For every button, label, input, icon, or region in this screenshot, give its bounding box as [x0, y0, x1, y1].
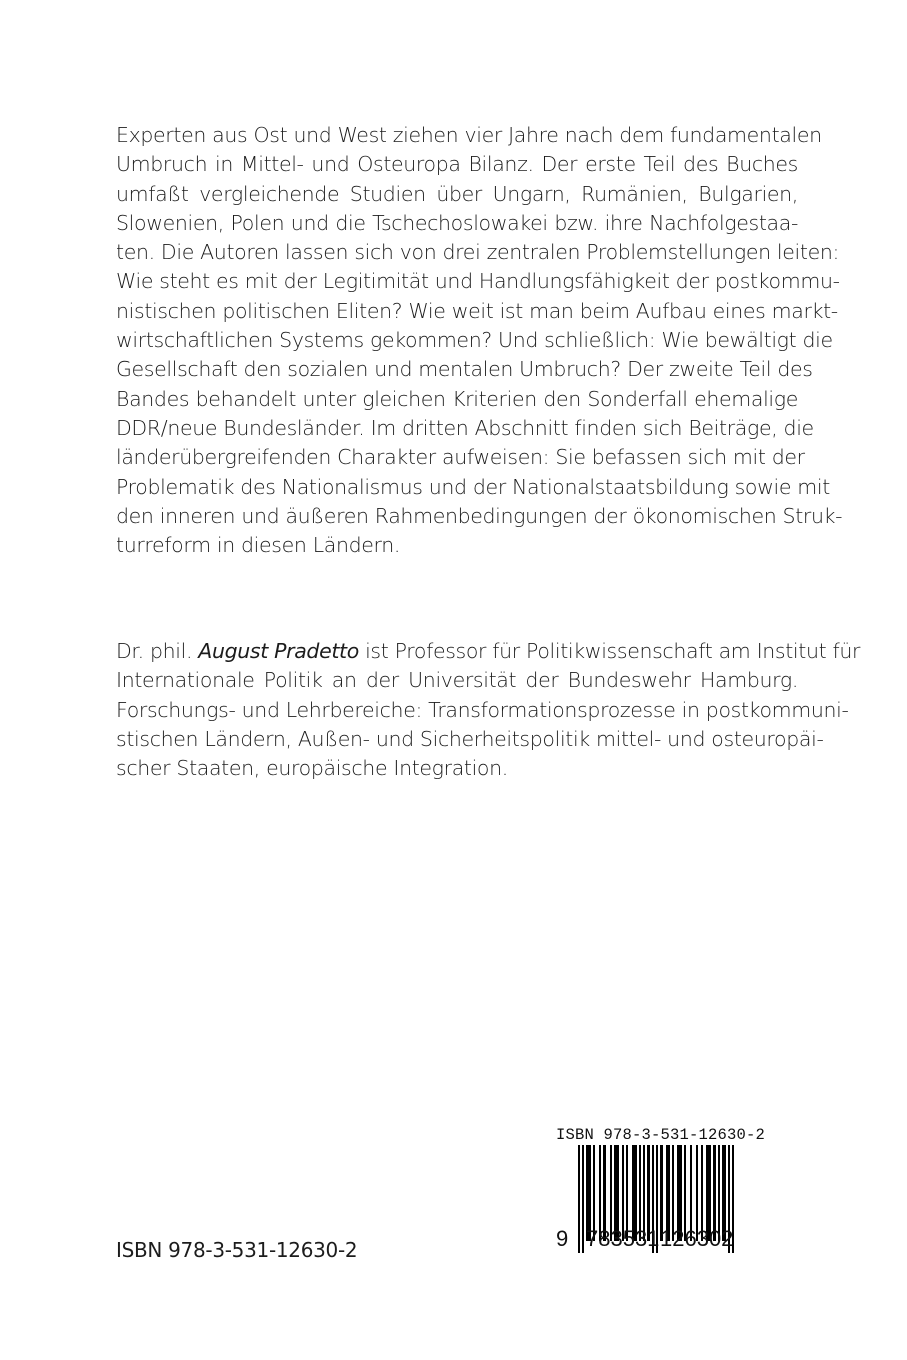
- description-line: Wie steht es mit der Legitimität und Handlungsfähigkeit der postkommu-: [116, 269, 840, 294]
- description-line: DDR/neue Bundesländer. Im dritten Abschnitt finden sich Beiträge, die: [116, 415, 814, 440]
- barcode-leading-digit: 9: [556, 1226, 569, 1251]
- description-line: Slowenien, Polen und die Tschechoslowakei bzw. ihre Nachfolgestaa-: [116, 210, 798, 235]
- author-bio-line: [116, 637, 861, 666]
- description-line: turreform in diesen Ländern.: [116, 533, 401, 558]
- author-bio-line: Forschungs- und Lehrbereiche: Transformationsprozesse in postkommuni-: [116, 697, 849, 722]
- author-name: August Pradetto: [198, 639, 359, 663]
- isbn-footer: ISBN 978-3-531-12630-2: [116, 1238, 358, 1262]
- author-bio-text: ist Professor für Politikwissenschaft am Institut für: [358, 639, 861, 663]
- description-line: länderübergreifenden Charakter aufweisen: Sie befassen sich mit der: [116, 445, 805, 470]
- author-bio-line: scher Staaten, europäische Integration.: [116, 756, 508, 781]
- description-line: ten. Die Autoren lassen sich von drei zentralen Problemstellungen leiten:: [116, 240, 840, 265]
- author-title: Dr. phil.: [116, 639, 199, 663]
- author-bio-line: stischen Ländern, Außen- und Sicherheitspolitik mittel- und osteuropäi-: [116, 726, 824, 751]
- description-line: Experten aus Ost und West ziehen vier Jahre nach dem fundamentalen: [116, 123, 822, 147]
- isbn-barcode: [556, 1126, 766, 1256]
- description-line: Bandes behandelt unter gleichen Kriterien den Sonderfall ehemalige: [116, 386, 798, 411]
- barcode-right-digits: 126302: [660, 1226, 734, 1251]
- barcode-isbn-label: ISBN 978-3-531-12630-2: [556, 1126, 766, 1144]
- description-line: umfaßt vergleichende Studien über Ungarn, Rumänien, Bulgarien,: [116, 181, 798, 206]
- description-line: wirtschaftlichen Systems gekommen? Und schließlich: Wie bewältigt die: [116, 328, 833, 353]
- barcode-left-digits: 783531: [586, 1226, 660, 1251]
- description-line: nistischen politischen Eliten? Wie weit ist man beim Aufbau eines markt-: [116, 298, 838, 323]
- author-bio: [116, 637, 861, 783]
- description-line: Gesellschaft den sozialen und mentalen Umbruch? Der zweite Teil des: [116, 357, 813, 382]
- description-line: Umbruch in Mittel- und Osteuropa Bilanz. Der erste Teil des Buches: [116, 152, 798, 177]
- book-description: [116, 121, 843, 560]
- author-bio-line: Internationale Politik an der Universität der Bundeswehr Hamburg.: [116, 668, 798, 693]
- description-line: den inneren und äußeren Rahmenbedingungen der ökonomischen Struk-: [116, 503, 843, 528]
- description-line: Problematik des Nationalismus und der Nationalstaatsbildung sowie mit: [116, 474, 830, 499]
